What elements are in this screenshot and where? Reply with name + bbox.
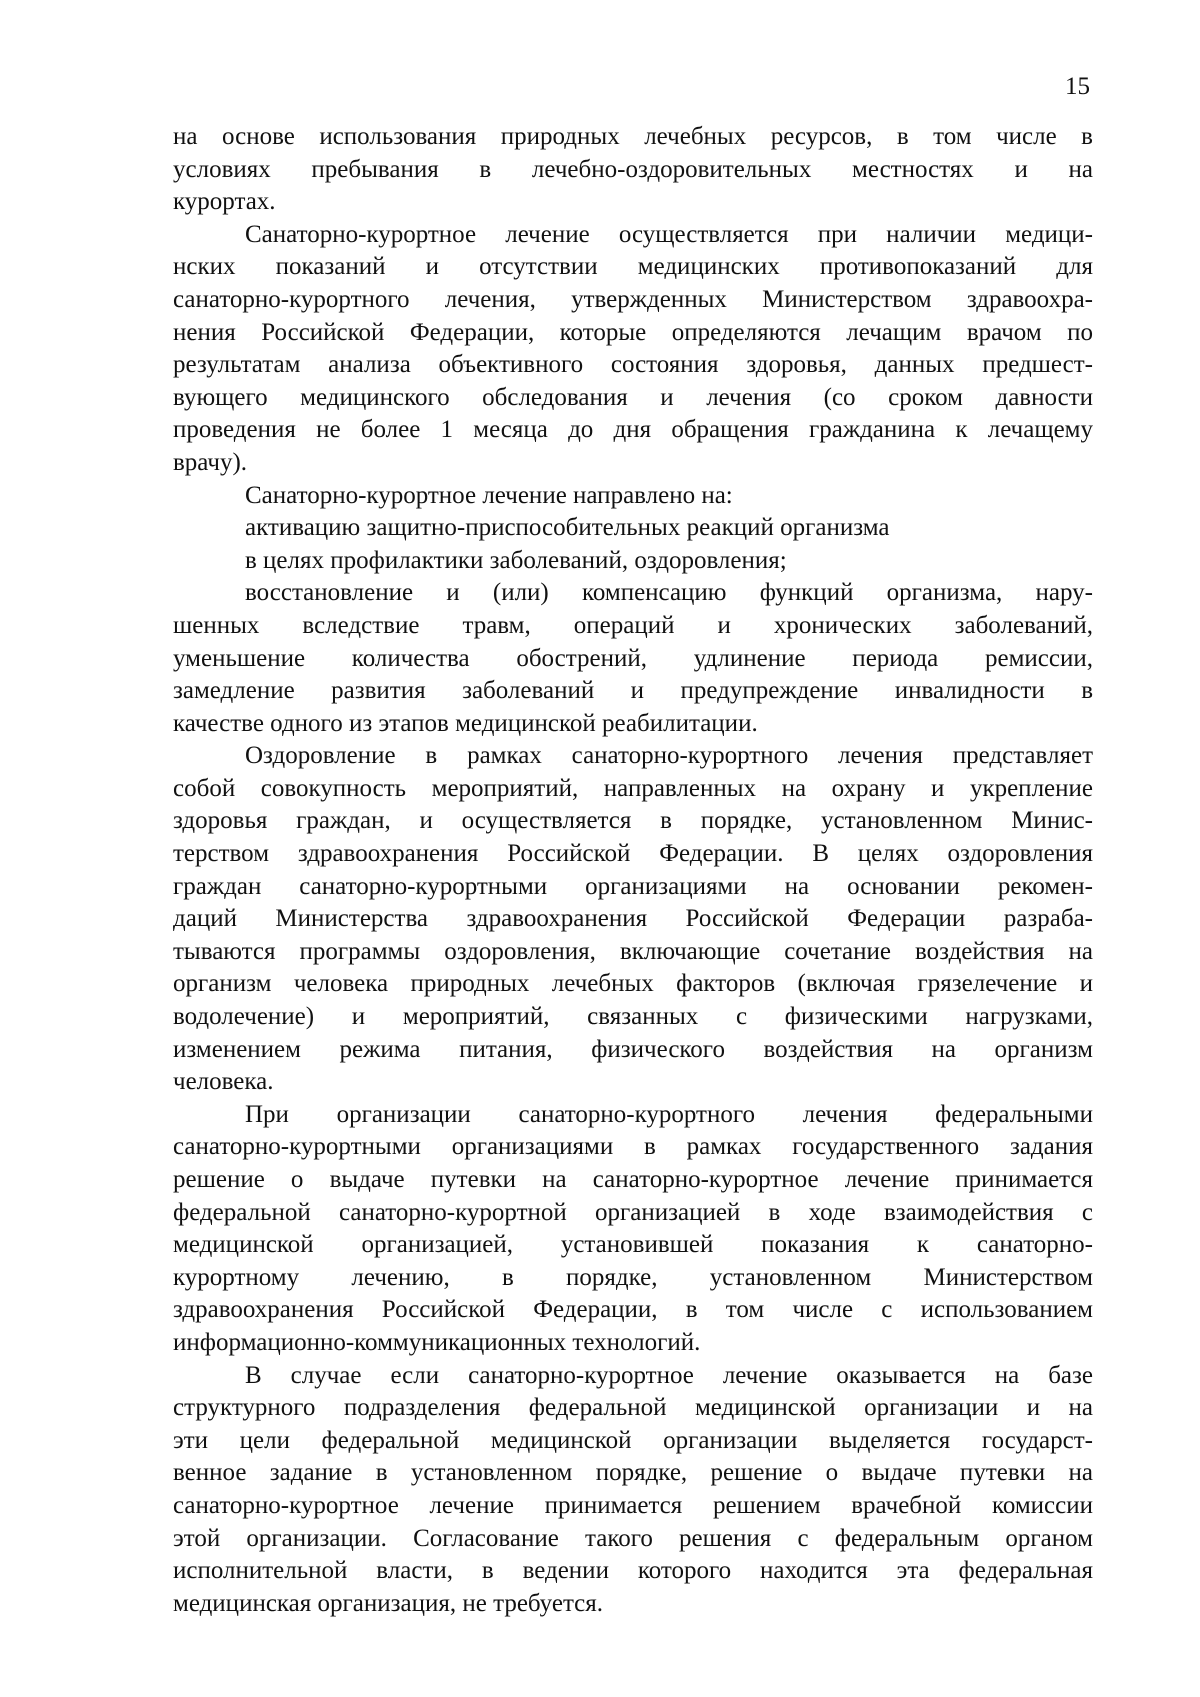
paragraph-line: нских показаний и отсутствии медицинских противопоказаний для — [173, 253, 1093, 281]
paragraph-line: организм человека природных лечебных факторов (включая грязелечение и — [173, 970, 1093, 998]
page-number: 15 — [1065, 73, 1090, 100]
paragraph-line: шенных вследствие травм, операций и хронических заболеваний, — [173, 611, 1093, 639]
paragraph-line: санаторно-курортное лечение принимается решением врачебной комиссии — [173, 1491, 1093, 1519]
paragraph-line: нения Российской Федерации, которые определяются лечащим врачом по — [173, 318, 1093, 346]
paragraph-line: замедление развития заболеваний и предупреждение инвалидности в — [173, 677, 1093, 705]
paragraph — [173, 1360, 1093, 1621]
paragraph — [173, 480, 1093, 513]
paragraph-line: проведения не более 1 месяца до дня обращения гражданина к лечащему — [173, 416, 1093, 444]
paragraph-line: курортному лечению, в порядке, установленном Министерством — [173, 1263, 1093, 1291]
paragraph-line: вующего медицинского обследования и лечения (со сроком давности — [173, 383, 1093, 411]
paragraph-line: здравоохранения Российской Федерации, в том числе с использованием — [173, 1296, 1093, 1324]
paragraph-line: изменением режима питания, физического воздействия на организм — [173, 1035, 1093, 1063]
document-body — [173, 121, 1093, 1620]
paragraph-line: эти цели федеральной медицинской организации выделяется государст- — [173, 1426, 1093, 1454]
paragraph — [173, 577, 1093, 740]
paragraph-line: здоровья граждан, и осуществляется в порядке, установленном Минис- — [173, 807, 1093, 835]
paragraph-line: на основе использования природных лечебных ресурсов, в том числе в — [173, 123, 1093, 150]
paragraph-line: медицинской организацией, установившей показания к санаторно- — [173, 1231, 1093, 1259]
paragraph-line: При организации санаторно-курортного лечения федеральными — [245, 1100, 1093, 1128]
paragraph-line: активацию защитно-приспособительных реакций организма — [245, 514, 890, 542]
paragraph-line: восстановление и (или) компенсацию функций организма, нару- — [245, 579, 1093, 607]
paragraph-line: В случае если санаторно-курортное лечение оказывается на базе — [245, 1361, 1093, 1389]
paragraph-line: венное задание в установленном порядке, решение о выдаче путевки на — [173, 1459, 1093, 1487]
paragraph-line: федеральной санаторно-курортной организацией в ходе взаимодействия с — [173, 1198, 1093, 1226]
paragraph-line: медицинская организация, не требуется. — [173, 1589, 604, 1617]
paragraph-line: структурного подразделения федеральной медицинской организации и на — [173, 1394, 1093, 1422]
paragraph-line: собой совокупность мероприятий, направленных на охрану и укрепление — [173, 774, 1093, 802]
paragraph — [173, 219, 1093, 480]
paragraph — [173, 512, 1093, 545]
paragraph-line: уменьшение количества обострений, удлинение периода ремиссии, — [173, 644, 1093, 672]
paragraph-line: тываются программы оздоровления, включающие сочетание воздействия на — [173, 937, 1093, 965]
paragraph-line: решение о выдаче путевки на санаторно-курортное лечение принимается — [173, 1166, 1093, 1193]
paragraph-line: этой организации. Согласование такого решения с федеральным органом — [173, 1524, 1093, 1552]
paragraph-line: в целях профилактики заболеваний, оздоровления; — [245, 546, 787, 574]
paragraph-line: санаторно-курортными организациями в рамках государственного задания — [173, 1133, 1093, 1161]
paragraph — [173, 1099, 1093, 1360]
paragraph-line: результатам анализа объективного состояния здоровья, данных предшест- — [173, 351, 1093, 379]
paragraph-line: водолечение) и мероприятий, связанных с физическими нагрузками, — [173, 1003, 1093, 1031]
paragraph-line: условиях пребывания в лечебно-оздоровительных местностях и на — [173, 155, 1093, 183]
paragraph-line: исполнительной власти, в ведении которого находится эта федеральная — [173, 1557, 1093, 1585]
paragraph-line: человека. — [173, 1068, 274, 1096]
paragraph-line: информационно-коммуникационных технологий. — [173, 1328, 701, 1356]
paragraph-line: Санаторно-курортное лечение осуществляется при наличии медици- — [245, 220, 1093, 248]
paragraph-line: даций Министерства здравоохранения Российской Федерации разраба- — [173, 905, 1093, 933]
paragraph — [173, 740, 1093, 1099]
paragraph — [173, 545, 1093, 578]
paragraph-line: Оздоровление в рамках санаторно-курортного лечения представляет — [245, 742, 1093, 770]
paragraph-line: курортах. — [173, 188, 276, 216]
paragraph-line: качестве одного из этапов медицинской реабилитации. — [173, 709, 758, 737]
paragraph-line: Санаторно-курортное лечение направлено на: — [245, 481, 733, 509]
paragraph-line: врачу). — [173, 448, 248, 476]
paragraph — [173, 121, 1093, 219]
paragraph-line: граждан санаторно-курортными организациями на основании рекомен- — [173, 872, 1093, 900]
paragraph-line: санаторно-курортного лечения, утвержденных Министерством здравоохра- — [173, 285, 1093, 313]
paragraph-line: терством здравоохранения Российской Федерации. В целях оздоровления — [173, 840, 1093, 868]
